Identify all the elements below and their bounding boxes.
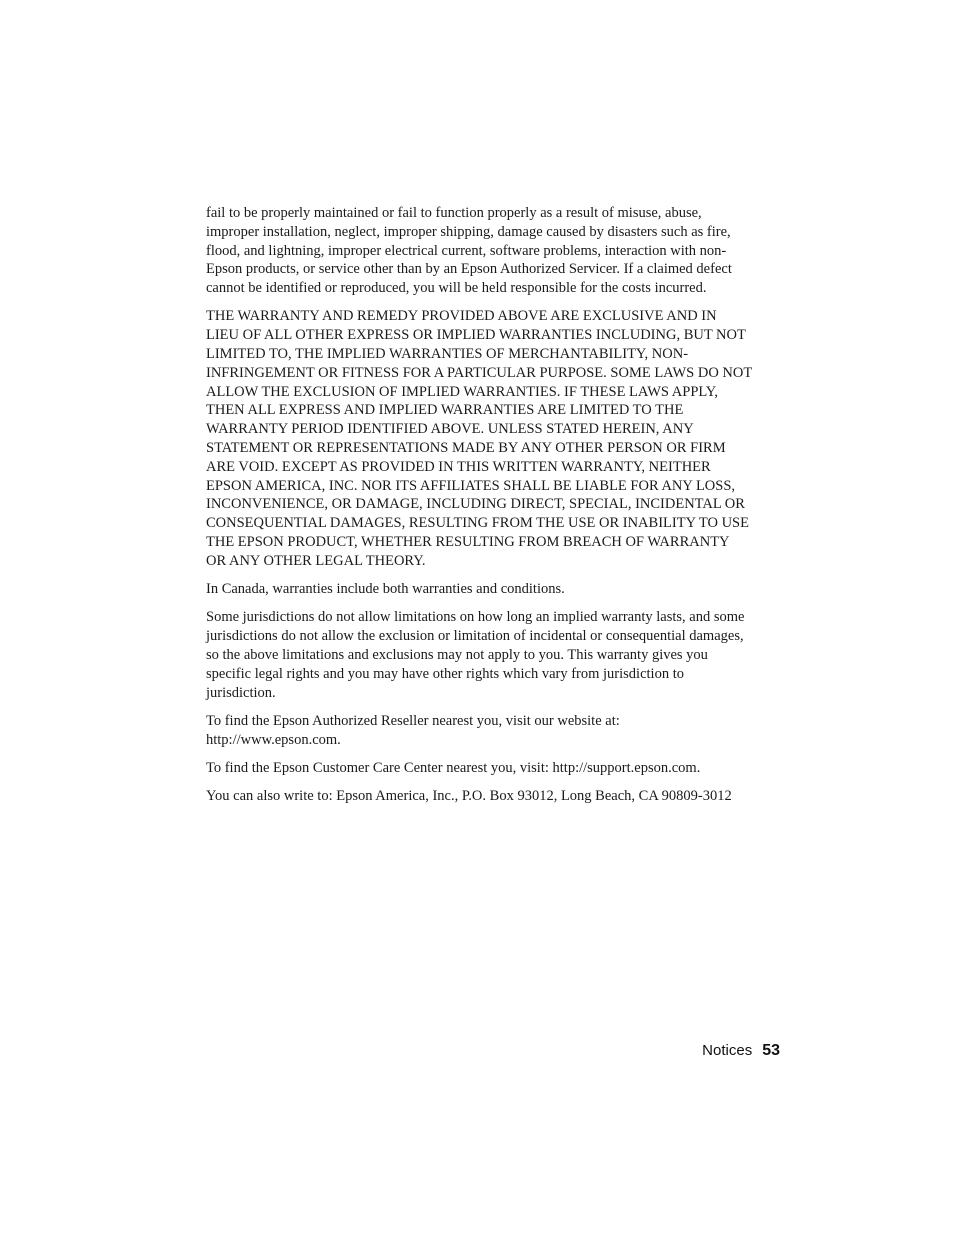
- paragraph-mailing-address: You can also write to: Epson America, Inc., P.O. Box 93012, Long Beach, CA 90809-3012: [206, 788, 732, 805]
- paragraph-jurisdictions: Some jurisdictions do not allow limitations on how long an implied warranty lasts, and some jurisdictions do not allow the exclusion or limitation of incidental or consequential damages, so the above limitations and exclusions may not apply to you. This warranty gives you specific legal rights and you may have other rights which vary from jurisdiction to jurisdiction.: [206, 609, 745, 701]
- paragraph-warranty-exclusions: fail to be properly maintained or fail to function properly as a result of misuse, abuse, improper installation, neglect, improper shipping, damage caused by disasters such as fire, flood, and lightning, improper electrical current, software problems, interaction with non-Epson products, or service other than by an Epson Authorized Servicer. If a claimed defect cannot be identified or reproduced, you will be held responsible for the costs incurred.: [206, 205, 732, 297]
- page-footer: [560, 1041, 780, 1061]
- paragraph-find-care-center: To find the Epson Customer Care Center nearest you, visit: http://support.epson.com.: [206, 760, 701, 777]
- paragraph-canada-note: In Canada, warranties include both warranties and conditions.: [206, 581, 565, 598]
- page-number: 53: [762, 1042, 780, 1059]
- footer-section-title: Notices: [702, 1042, 753, 1059]
- paragraph-warranty-disclaimer: THE WARRANTY AND REMEDY PROVIDED ABOVE ARE EXCLUSIVE AND IN LIEU OF ALL OTHER EXPRESS OR IMPLIED WARRANTIES INCLUDING, BUT NOT LIMITED TO, THE IMPLIED WARRANTIES OF MERCHANTABILITY, NON-INFRINGEMENT OR FITNESS FOR A PARTICULAR PURPOSE. SOME LAWS DO NOT ALLOW THE EXCLUSION OF IMPLIED WARRANTIES. IF THESE LAWS APPLY, THEN ALL EXPRESS AND IMPLIED WARRANTIES ARE LIMITED TO THE WARRANTY PERIOD IDENTIFIED ABOVE. UNLESS STATED HEREIN, ANY STATEMENT OR REPRESENTATIONS MADE BY ANY OTHER PERSON OR FIRM ARE VOID. EXCEPT AS PROVIDED IN THIS WRITTEN WARRANTY, NEITHER EPSON AMERICA, INC. NOR ITS AFFILIATES SHALL BE LIABLE FOR ANY LOSS, INCONVENIENCE, OR DAMAGE, INCLUDING DIRECT, SPECIAL, INCIDENTAL OR CONSEQUENTIAL DAMAGES, RESULTING FROM THE USE OR INABILITY TO USE THE EPSON PRODUCT, WHETHER RESULTING FROM BREACH OF WARRANTY OR ANY OTHER LEGAL THEORY.: [206, 308, 752, 569]
- document-body: [206, 204, 752, 816]
- paragraph-find-reseller: To find the Epson Authorized Reseller nearest you, visit our website at: http://www.epson.com.: [206, 712, 620, 748]
